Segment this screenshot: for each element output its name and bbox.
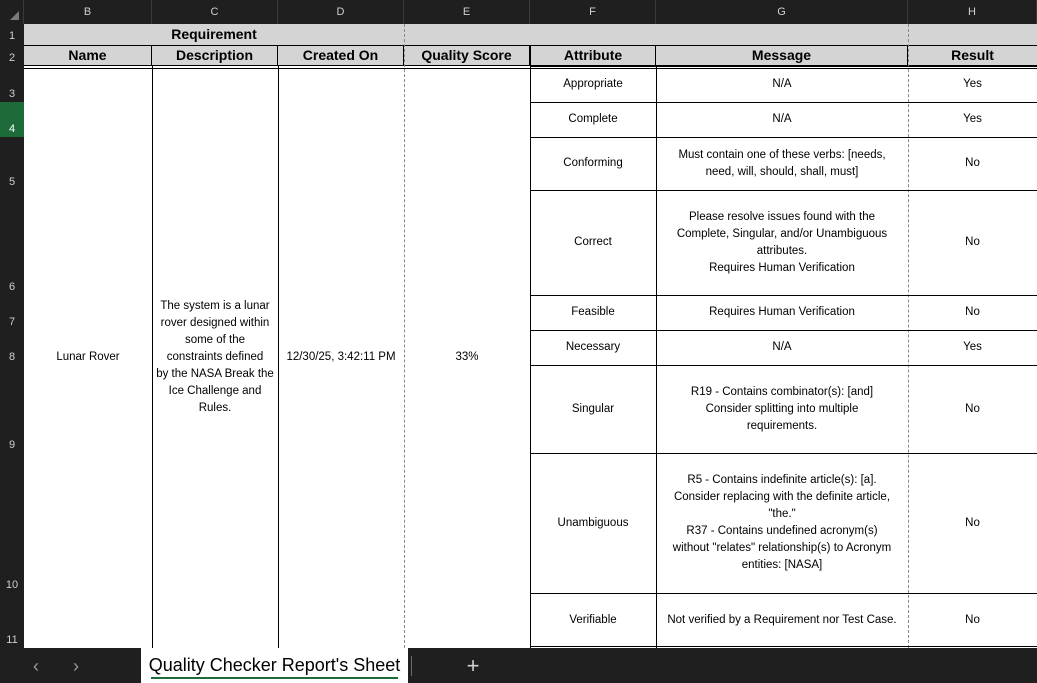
message-cell[interactable]: R5 - Contains indefinite article(s): [a]. Consider replacing with the definite article, "the." R37 - Contains undefined acronym(s) without "relates" relationship(s) to Acronym entities: [NASA]	[672, 474, 892, 571]
row-header-1[interactable]: 1	[8, 30, 16, 42]
record-quality-score-cell[interactable]: 33%	[455, 350, 479, 363]
row-header-3[interactable]: 3	[8, 88, 16, 100]
row-header-7[interactable]: 7	[8, 316, 16, 328]
add-sheet-button[interactable]: +	[466, 653, 480, 678]
grid-line	[530, 190, 1037, 191]
result-cell[interactable]: Yes	[963, 77, 982, 90]
grid-line	[530, 295, 1037, 296]
description-header[interactable]: Description	[152, 45, 278, 66]
attribute-cell[interactable]: Singular	[571, 402, 615, 415]
message-cell[interactable]: R19 - Contains combinator(s): [and] Consider splitting into multiple requirements.	[690, 385, 874, 432]
attribute-cell[interactable]: Complete	[568, 113, 618, 125]
requirement-group-header[interactable]: Requirement	[24, 24, 404, 45]
message-cell[interactable]: N/A	[772, 77, 792, 90]
row-header-4[interactable]: 4	[0, 102, 24, 137]
message-cell[interactable]: Please resolve issues found with the Complete, Singular, and/or Unambiguous attributes. Requires Human Verification	[676, 210, 888, 274]
result-cell[interactable]: No	[965, 236, 980, 248]
attribute-cell[interactable]: Conforming	[563, 157, 623, 169]
name-header[interactable]: Name	[24, 45, 152, 66]
result-cell[interactable]: No	[965, 516, 980, 529]
column-header-b[interactable]: B	[24, 0, 152, 24]
message-cell[interactable]: N/A	[772, 113, 792, 125]
row-header-6[interactable]: 6	[8, 281, 16, 293]
record-name-cell[interactable]: Lunar Rover	[56, 350, 120, 363]
message-header[interactable]: Message	[656, 45, 908, 66]
previous-sheet-button[interactable]: ‹	[33, 655, 39, 676]
column-header-e[interactable]: E	[404, 0, 530, 24]
created-on-header[interactable]: Created On	[278, 45, 404, 66]
record-created-on-cell[interactable]: 12/30/25, 3:42:11 PM	[286, 350, 396, 363]
attribute-cell[interactable]: Unambiguous	[557, 516, 629, 529]
result-cell[interactable]: Yes	[963, 341, 982, 353]
result-header[interactable]: Result	[908, 45, 1037, 66]
result-cell[interactable]: Yes	[963, 113, 982, 125]
column-header-h[interactable]: H	[908, 0, 1037, 24]
grid-line	[152, 66, 153, 648]
grid-line	[530, 453, 1037, 454]
select-all-corner[interactable]	[0, 0, 24, 24]
row-header-10[interactable]: 10	[5, 579, 19, 591]
row-header-8[interactable]: 8	[8, 351, 16, 363]
row-header-2[interactable]: 2	[8, 52, 16, 64]
grid-line	[278, 66, 279, 648]
message-cell[interactable]: Requires Human Verification	[709, 306, 855, 318]
attribute-cell[interactable]: Appropriate	[563, 77, 623, 90]
next-sheet-button[interactable]: ›	[73, 655, 79, 676]
grid-line	[530, 365, 1037, 366]
attribute-cell[interactable]: Correct	[574, 236, 612, 248]
row-header-5[interactable]: 5	[8, 176, 16, 188]
attribute-cell[interactable]: Necessary	[565, 341, 621, 353]
tab-divider	[411, 656, 412, 676]
grid-line	[530, 66, 1037, 67]
attribute-cell[interactable]: Verifiable	[569, 614, 617, 626]
sheet-tab-label: Quality Checker Report's Sheet	[148, 655, 401, 675]
row-header-9[interactable]: 9	[8, 439, 16, 451]
result-cell[interactable]: No	[965, 157, 980, 169]
column-header-c[interactable]: C	[152, 0, 278, 24]
grid-line	[530, 593, 1037, 594]
record-description-cell[interactable]: The system is a lunar rover designed within some of the constraints defined by the NASA Break the Ice Challenge and Rules.	[156, 299, 274, 414]
message-cell[interactable]: N/A	[772, 341, 792, 353]
grid-line	[530, 330, 1037, 331]
result-cell[interactable]: No	[965, 306, 980, 318]
message-cell[interactable]: Not verified by a Requirement nor Test Case.	[667, 614, 897, 626]
attribute-header[interactable]: Attribute	[530, 45, 656, 66]
grid-line	[24, 68, 530, 69]
result-cell[interactable]: No	[965, 614, 980, 626]
grid-line	[530, 137, 1037, 138]
grid-line	[530, 646, 1037, 647]
quality-score-header[interactable]: Quality Score	[404, 45, 530, 66]
page-break-line	[404, 24, 405, 648]
column-header-g[interactable]: G	[656, 0, 908, 24]
grid-line	[530, 68, 1037, 69]
row-header-11[interactable]: 11	[6, 634, 18, 646]
attribute-cell[interactable]: Feasible	[571, 306, 615, 318]
column-header-f[interactable]: F	[530, 0, 656, 24]
sheet-tab-quality-checker-report[interactable]	[141, 648, 408, 683]
grid-line	[530, 102, 1037, 103]
message-cell[interactable]: Must contain one of these verbs: [needs, need, will, should, shall, must]	[678, 148, 886, 178]
result-cell[interactable]: No	[965, 402, 980, 415]
column-header-d[interactable]: D	[278, 0, 404, 24]
